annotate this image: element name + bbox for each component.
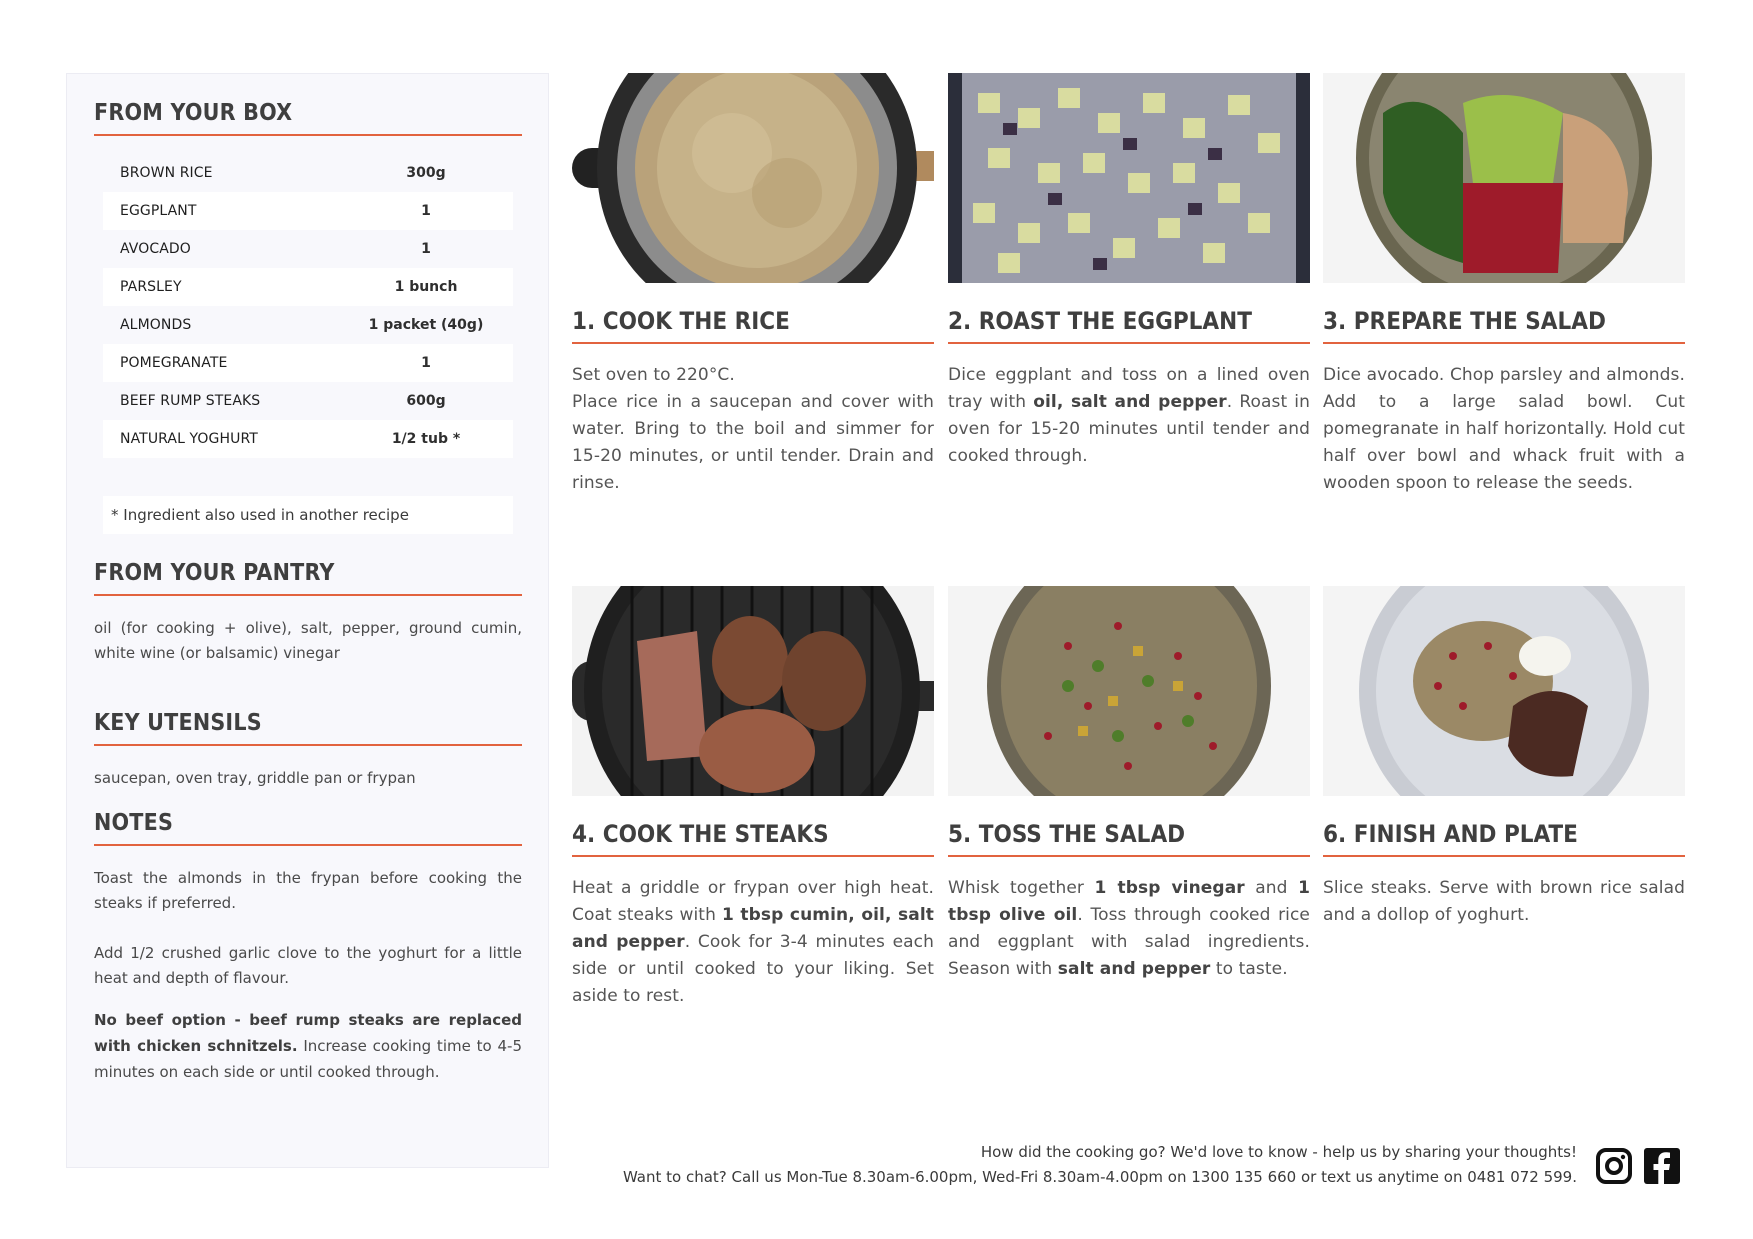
step-body: Dice avocado. Chop parsley and almonds. Add to a large salad bowl. Cut pomegranate in half horizontally. Hold cut half over bowl and whack fruit with a wooden spoon to release the seeds. [1323,365,1685,493]
ingredient-row [103,306,513,344]
steaks-photo [572,586,934,796]
eggplant-photo [948,73,1310,283]
step-text: . Toss through cooked rice and eggplant with salad ingredients. Season with [948,905,1310,979]
step-body: Slice steaks. Serve with brown rice salad and a dollop of yoghurt. [1323,878,1685,925]
ingredient-qty: 600g [406,393,446,409]
ingredients-sidebar [66,73,549,1168]
rice-photo [572,73,934,283]
ingredient-name: EGGPLANT [120,203,197,219]
ingredient-row [103,154,513,192]
plated-dish-photo [1323,586,1685,796]
ingredient-name: ALMONDS [120,317,192,333]
notes-title: NOTES [94,810,522,846]
step-text: . Cook for 3-4 minutes each side or until cooked to your liking. Set aside to rest. [572,932,934,1006]
ingredient-qty: 1 packet (40g) [368,317,484,333]
step-title: 3. PREPARE THE SALAD [1323,307,1685,344]
footer-contact [623,1140,1577,1190]
ingredient-qty: 1 [421,241,431,257]
ingredient-name: BEEF RUMP STEAKS [120,393,261,409]
step-text: Dice eggplant and toss on a lined oven tray with [948,365,1310,412]
ingredient-footnote: * Ingredient also used in another recipe [103,496,513,534]
step-title: 4. COOK THE STEAKS [572,820,934,857]
tossed-salad-photo [948,586,1310,796]
step-body [948,362,1310,470]
step-body-line: Place rice in a saucepan and cover with water. Bring to the boil and simmer for 15-20 minutes, or until tender. Drain and rinse. [572,392,934,493]
ingredient-qty: 1/2 tub * [391,431,461,447]
ingredient-qty: 1 [421,203,431,219]
note-almonds: Toast the almonds in the frypan before cooking the steaks if preferred. [94,869,522,912]
ingredient-name: POMEGRANATE [120,355,228,371]
step-1 [572,73,934,497]
key-utensils-title: KEY UTENSILS [94,710,522,746]
ingredient-row [103,268,513,306]
note-no-beef-bold: No beef option - beef rump steaks are replaced with chicken schnitzels. [94,1011,522,1055]
ingredient-name: AVOCADO [120,241,191,257]
ingredient-name: BROWN RICE [120,165,213,181]
step-5 [948,586,1310,983]
ingredient-qty: 1 [421,355,431,371]
step-text: Heat a griddle or frypan over high heat. Coat steaks with [572,878,934,925]
note-no-beef-rest: Increase cooking time to 4-5 minutes on each side or until cooked through. [94,1037,522,1081]
ingredients-table [103,154,513,458]
step-text-bold: oil, salt and pepper [1033,392,1227,412]
contact-text: Want to chat? Call us Mon-Tue 8.30am-6.00pm, Wed-Fri 8.30am-4.00pm on 1300 135 660 or text us anytime on 0481 072 599. [622,1168,1577,1186]
step-body [572,362,934,497]
facebook-icon[interactable] [1644,1148,1680,1184]
step-text: and [1244,878,1299,898]
from-your-pantry-title: FROM YOUR PANTRY [94,560,522,596]
pantry-text: oil (for cooking + olive), salt, pepper, ground cumin, white wine (or balsamic) vinegar [94,619,522,662]
ingredient-row [103,344,513,382]
ingredient-row [103,230,513,268]
step-body-line: Set oven to 220°C. [572,365,735,385]
ingredient-row [103,420,513,458]
step-text: to taste. [1210,959,1288,979]
from-your-box-title: FROM YOUR BOX [94,100,522,136]
utensils-text: saucepan, oven tray, griddle pan or frypan [94,769,416,787]
step-3 [1323,73,1685,497]
step-title: 5. TOSS THE SALAD [948,820,1310,857]
ingredient-name: NATURAL YOGHURT [120,431,258,447]
ingredient-qty: 1 bunch [394,279,458,295]
note-garlic: Add 1/2 crushed garlic clove to the yoghurt for a little heat and depth of flavour. [94,944,522,987]
step-title: 1. COOK THE RICE [572,307,934,344]
feedback-text: How did the cooking go? We'd love to know - help us by sharing your thoughts! [980,1143,1577,1161]
step-title: 2. ROAST THE EGGPLANT [948,307,1310,344]
note-no-beef [94,1007,522,1085]
step-text-bold: salt and pepper [1057,959,1211,979]
ingredient-qty: 300g [406,165,446,181]
step-text: Whisk together [948,878,1095,898]
step-text: . Roast in oven for 15-20 minutes until tender and cooked through. [948,392,1310,466]
ingredient-name: PARSLEY [120,279,182,295]
step-text-bold: 1 tbsp olive oil [948,878,1310,925]
step-body [572,875,934,1010]
step-body [948,875,1310,983]
salad-bowl-photo [1323,73,1685,283]
ingredient-row [103,382,513,420]
step-text-bold: 1 tbsp cumin, oil, salt and pepper [572,905,934,952]
step-text-bold: 1 tbsp vinegar [1094,878,1245,898]
ingredient-row [103,192,513,230]
step-2 [948,73,1310,470]
step-6 [1323,586,1685,929]
step-title: 6. FINISH AND PLATE [1323,820,1685,857]
instagram-icon[interactable] [1596,1148,1632,1184]
step-4 [572,586,934,1010]
